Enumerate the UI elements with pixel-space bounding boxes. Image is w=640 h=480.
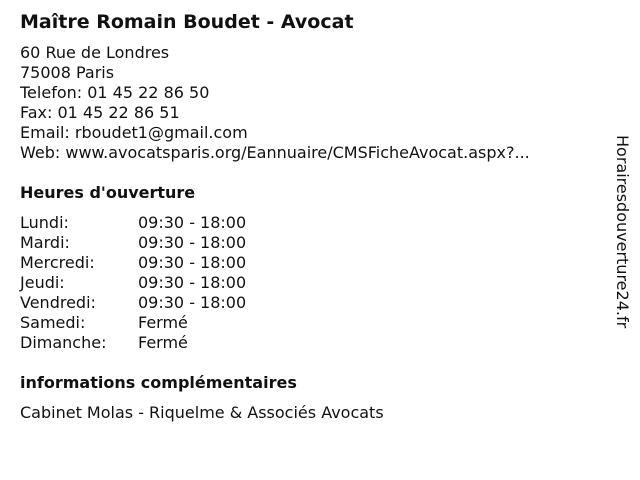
hours-value: 09:30 - 18:00	[138, 233, 247, 252]
hours-row-wednesday	[20, 253, 246, 273]
day-label: Jeudi:	[20, 273, 65, 292]
contact-block	[20, 43, 530, 163]
day-label: Vendredi:	[20, 293, 96, 312]
phone-number: Telefon: 01 45 22 86 50	[20, 83, 210, 102]
hours-value: 09:30 - 18:00	[138, 293, 247, 312]
opening-hours-heading: Heures d'ouverture	[20, 183, 196, 202]
hours-row-tuesday	[20, 233, 246, 253]
fax-number: Fax: 01 45 22 86 51	[20, 103, 180, 122]
city-postcode: 75008 Paris	[20, 63, 115, 82]
email-address: Email: rboudet1@gmail.com	[20, 123, 248, 142]
hours-value: 09:30 - 18:00	[138, 273, 247, 292]
hours-value: Fermé	[138, 313, 188, 332]
opening-hours-table	[20, 213, 246, 353]
hours-row-saturday	[20, 313, 246, 333]
hours-row-monday	[20, 213, 246, 233]
additional-info-text: Cabinet Molas - Riquelme & Associés Avocats	[20, 403, 384, 422]
hours-row-thursday	[20, 273, 246, 293]
day-label: Samedi:	[20, 313, 86, 332]
site-watermark: Horairesdouverture24.fr	[613, 135, 632, 329]
hours-row-friday	[20, 293, 246, 313]
hours-row-sunday	[20, 333, 246, 353]
hours-value: 09:30 - 18:00	[138, 213, 247, 232]
street-address: 60 Rue de Londres	[20, 43, 170, 62]
additional-info-heading: informations complémentaires	[20, 373, 297, 392]
day-label: Mardi:	[20, 233, 70, 252]
website-link[interactable]: Web: www.avocatsparis.org/Eannuaire/CMSFicheAvocat.aspx?...	[20, 143, 530, 162]
page-title: Maître Romain Boudet - Avocat	[20, 11, 354, 33]
day-label: Mercredi:	[20, 253, 95, 272]
hours-value: Fermé	[138, 333, 188, 352]
day-label: Dimanche:	[20, 333, 107, 352]
day-label: Lundi:	[20, 213, 69, 232]
hours-value: 09:30 - 18:00	[138, 253, 247, 272]
